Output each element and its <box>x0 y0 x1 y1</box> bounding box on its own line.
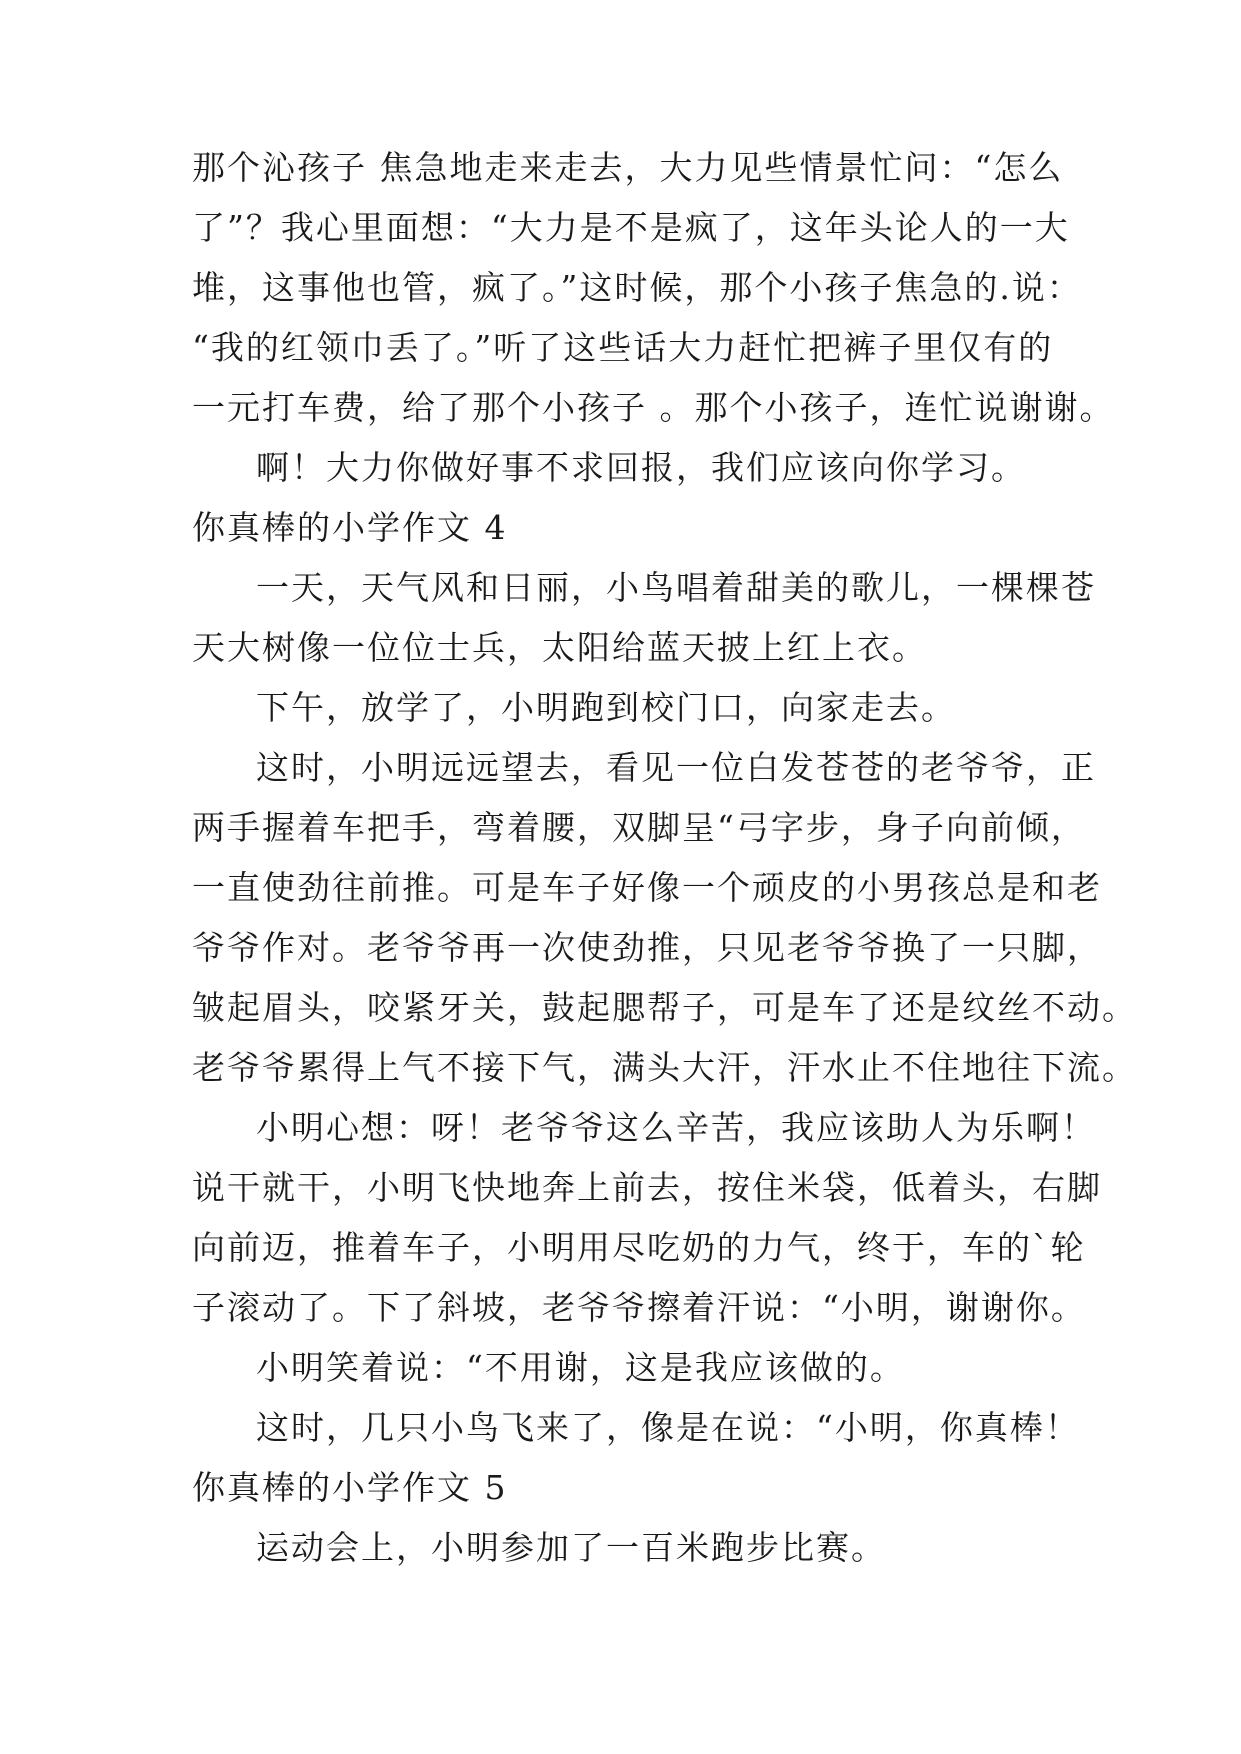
text-line: 堆，这事他也管，疯了。”这时候，那个小孩子焦急的.说： <box>192 268 1082 307</box>
text-line: 子滚动了。下了斜坡，老爷爷擦着汗说：“小明，谢谢你。 <box>192 1288 1086 1327</box>
text-line: 两手握着车把手，弯着腰，双脚呈“弓字步，身子向前倾， <box>192 808 1086 847</box>
text-line: 天大树像一位位士兵，太阳给蓝天披上红上衣。 <box>192 628 927 667</box>
paragraph-line: 小明心想：呀！老爷爷这么辛苦，我应该助人为乐啊！ <box>256 1108 1096 1147</box>
text-line: “我的红领巾丢了。”听了这些话大力赶忙把裤子里仅有的 <box>192 328 1054 367</box>
text-line: 那个沁孩子 焦急地走来走去，大力见些情景忙问：“怎么 <box>192 148 1064 187</box>
paragraph-line: 下午，放学了，小明跑到校门口，向家走去。 <box>256 688 956 727</box>
text-line: 一直使劲往前推。可是车子好像一个顽皮的小男孩总是和老 <box>192 868 1102 907</box>
text-line: 了”？我心里面想：“大力是不是疯了，这年头论人的一大 <box>192 208 1070 247</box>
paragraph-line: 运动会上，小明参加了一百米跑步比赛。 <box>256 1528 886 1567</box>
paragraph-line: 啊！大力你做好事不求回报，我们应该向你学习。 <box>256 448 1026 487</box>
section-heading: 你真棒的小学作文 5 <box>192 1468 508 1507</box>
section-heading: 你真棒的小学作文 4 <box>192 508 508 547</box>
text-line: 皱起眉头，咬紧牙关，鼓起腮帮子，可是车了还是纹丝不动。 <box>192 988 1137 1027</box>
text-line: 向前迈，推着车子，小明用尽吃奶的力气，终于，车的`轮 <box>192 1228 1086 1267</box>
paragraph-line: 这时，小明远远望去，看见一位白发苍苍的老爷爷，正 <box>256 748 1096 787</box>
text-line: 一元打车费，给了那个小孩子 。那个小孩子，连忙说谢谢。 <box>192 388 1115 427</box>
text-line: 爷爷作对。老爷爷再一次使劲推，只见老爷爷换了一只脚， <box>192 928 1102 967</box>
paragraph-line: 小明笑着说：“不用谢，这是我应该做的。 <box>256 1348 905 1387</box>
text-line: 老爷爷累得上气不接下气，满头大汗，汗水止不住地往下流。 <box>192 1048 1137 1087</box>
paragraph-line: 一天，天气风和日丽，小鸟唱着甜美的歌儿，一棵棵苍 <box>256 568 1096 607</box>
paragraph-line: 这时，几只小鸟飞来了，像是在说：“小明，你真棒！ <box>256 1408 1080 1447</box>
text-line: 说干就干，小明飞快地奔上前去，按住米袋，低着头，右脚 <box>192 1168 1102 1207</box>
